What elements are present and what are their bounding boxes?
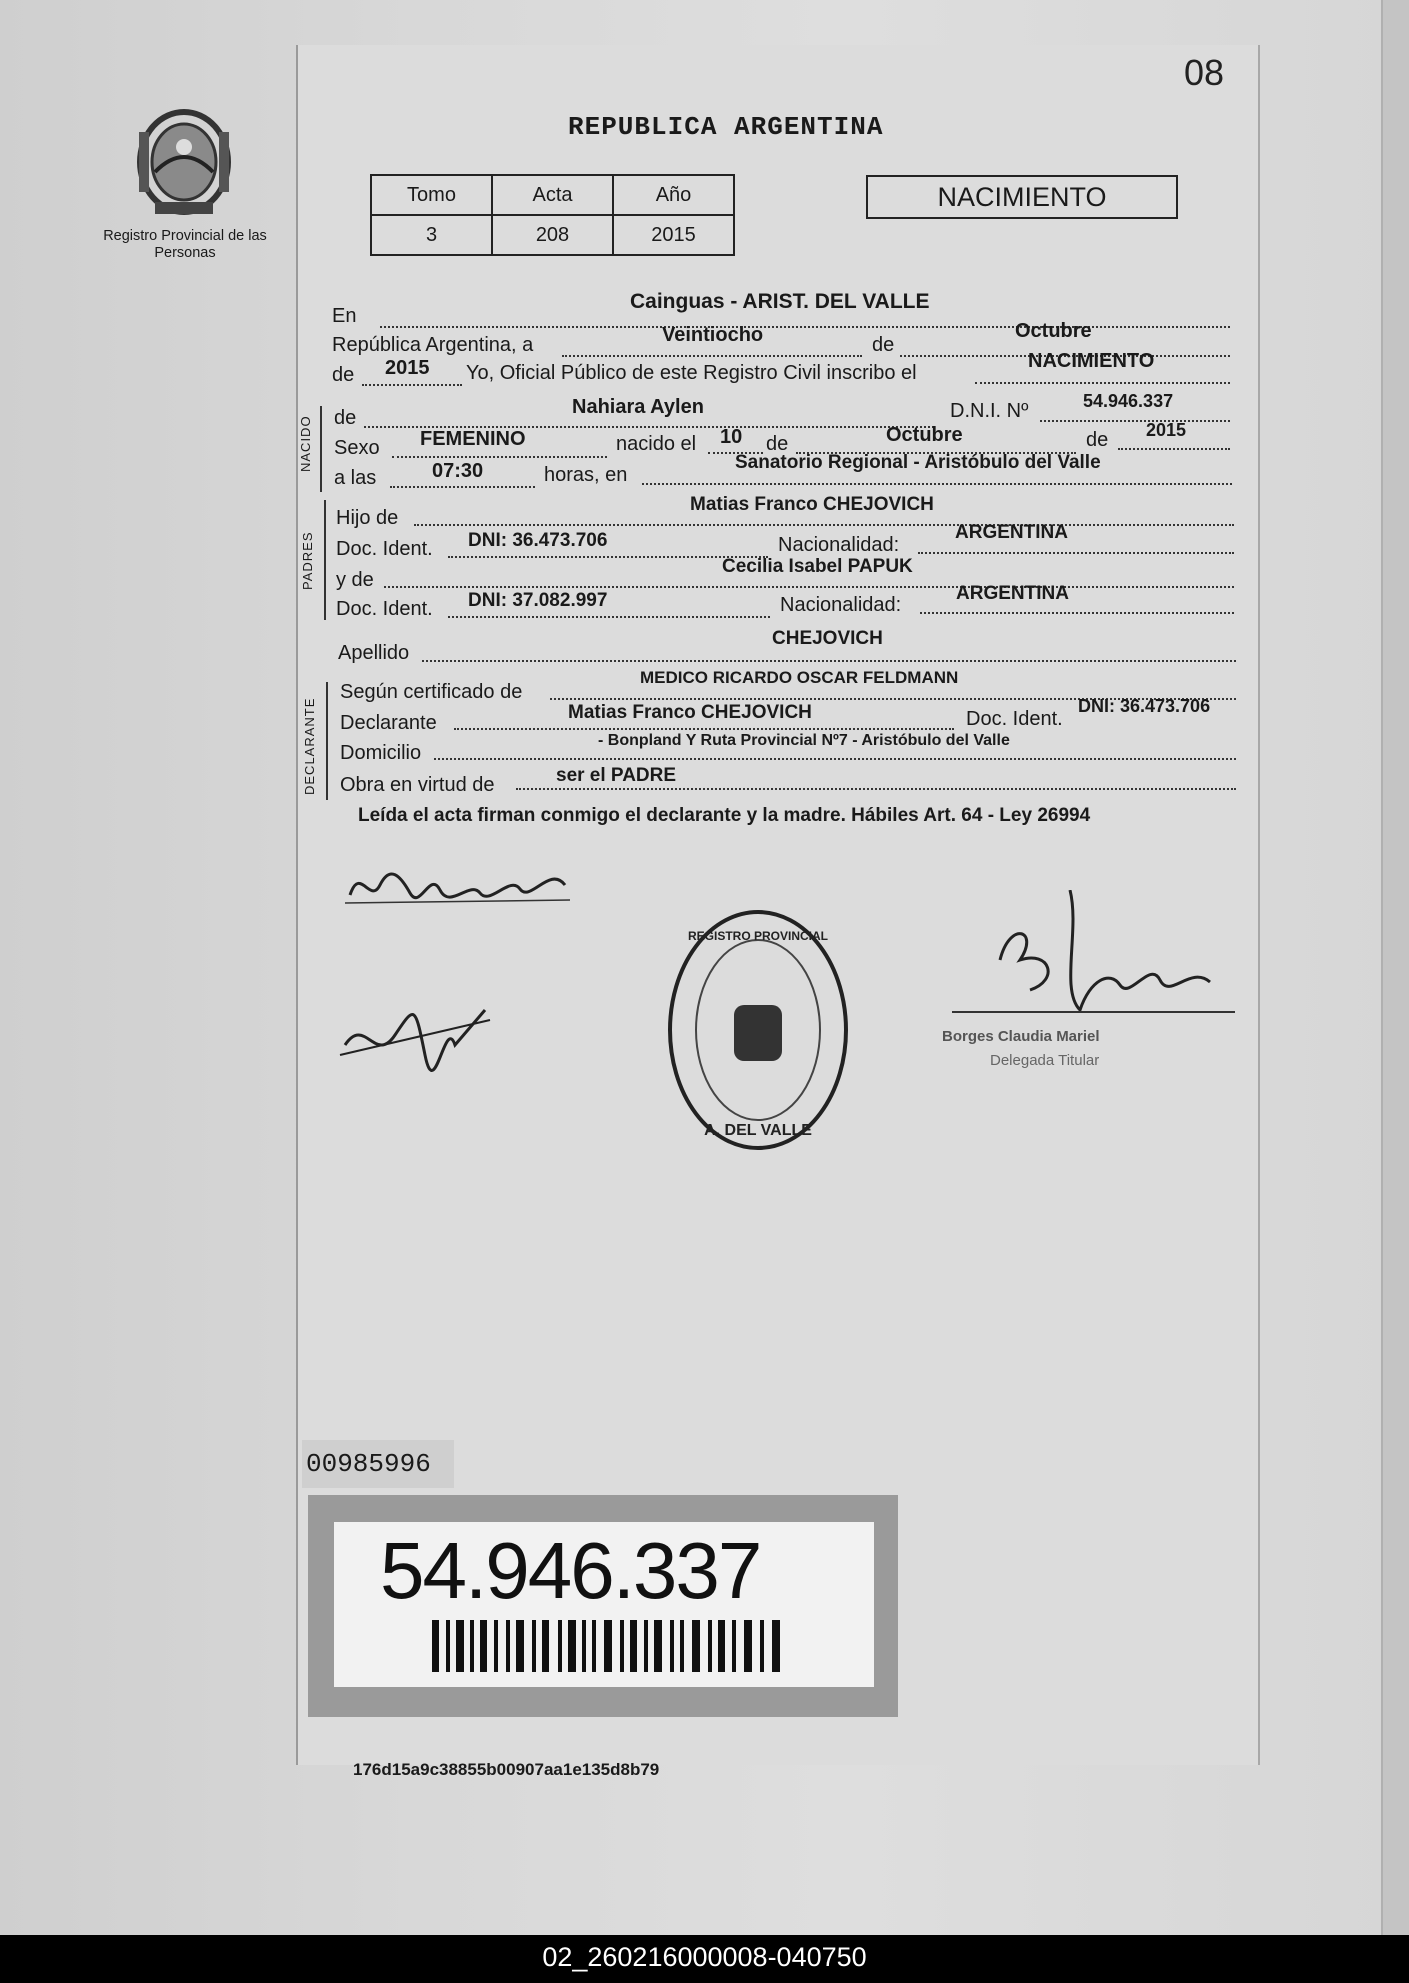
value-mes: Octubre [1015,320,1092,342]
svg-text:REGISTRO PROVINCIAL: REGISTRO PROVINCIAL [687,929,829,943]
label-de: de [872,334,895,356]
value-hora: 07:30 [432,460,484,482]
label-republica: República Argentina, a [332,334,534,356]
value-apellido: CHEJOVICH [772,628,883,649]
value-certificado: MEDICO RICARDO OSCAR FELDMANN [640,668,959,687]
svg-text:A. DEL VALLE: A. DEL VALLE [704,1122,812,1139]
value-anio: 2015 [385,357,430,379]
ref-header-anio: Año [613,175,734,215]
value-madre-nac: ARGENTINA [956,583,1069,604]
side-label-declarante: DECLARANTE [302,697,317,795]
label-doc-ident-declarante: Doc. Ident. [966,708,1063,730]
label-y-de: y de [336,569,374,591]
dotted-line [1040,420,1230,422]
value-madre-doc: DNI: 37.082.997 [468,590,608,611]
value-madre: Cecilia Isabel PAPUK [722,556,913,577]
record-type-box: NACIMIENTO [866,175,1178,219]
declarant-signature [340,855,580,915]
provincial-seal-icon [125,102,243,220]
value-domicilio: - Bonpland Y Ruta Provincial Nº7 - Aristóbulo del Valle [598,732,1010,749]
value-dni: 54.946.337 [1083,391,1174,411]
dotted-line [448,616,770,618]
label-doc-ident: Doc. Ident. [336,538,433,560]
label-obra: Obra en virtud de [340,774,495,796]
label-horas-en: horas, en [544,464,628,486]
document-hash: 176d15a9c38855b00907aa1e135d8b79 [353,1760,660,1779]
official-signature [950,890,1240,1030]
dotted-line [1118,448,1230,450]
official-stamp-icon [658,900,858,1160]
value-mes-nac: Octubre [886,424,963,446]
dotted-line [384,586,1234,588]
label-nacido-de: de [334,407,357,429]
label-hijo-de: Hijo de [336,507,399,529]
label-segun: Según certificado de [340,681,523,703]
official-name: Borges Claudia Mariel [942,1028,1100,1045]
dotted-line [975,382,1230,384]
value-nombre: Nahiara Aylen [572,396,704,418]
value-dia: Veintiocho [662,324,764,346]
dotted-line [918,552,1234,554]
value-acto: NACIMIENTO [1028,350,1155,372]
ref-value-acta: 208 [492,215,613,255]
dotted-line [434,758,1236,760]
page-number: 08 [1184,52,1225,93]
nacido-bracket [320,406,322,492]
declarante-bracket [326,682,328,800]
value-dia-nac: 10 [720,426,743,448]
label-yo: Yo, Oficial Público de este Registro Civil inscribo el [466,362,917,384]
ref-value-tomo: 3 [371,215,492,255]
label-en: En [332,305,357,327]
value-padre-doc: DNI: 36.473.706 [468,530,608,551]
label-de: de [766,433,789,455]
dni-label-number: 54.946.337 [380,1526,761,1615]
label-nacionalidad: Nacionalidad: [778,534,900,556]
label-declarante: Declarante [340,712,437,734]
dotted-line [390,486,535,488]
dotted-line [920,612,1234,614]
value-padre: Matias Franco CHEJOVICH [690,494,934,515]
value-declarante: Matias Franco CHEJOVICH [568,702,812,723]
value-lugar-nac: Sanatorio Regional - Aristóbulo del Valle [735,452,1101,473]
registry-label: Registro Provincial de las Personas [103,228,267,261]
value-padre-nac: ARGENTINA [955,522,1068,543]
value-lugar: Cainguas - ARIST. DEL VALLE [630,290,930,313]
label-de: de [332,364,355,386]
dotted-line [642,483,1232,485]
closing-statement: Leída el acta firman conmigo el declarante y la madre. Hábiles Art. 64 - Ley 26994 [358,805,1091,826]
dotted-line [414,524,1234,526]
padres-bracket [324,500,326,620]
label-apellido: Apellido [338,642,410,664]
dotted-line [362,384,462,386]
ref-header-tomo: Tomo [371,175,492,215]
dotted-line [380,326,1230,328]
label-dni: D.N.I. Nº [950,400,1029,422]
label-nacido-el: nacido el [616,433,697,455]
document-title: REPUBLICA ARGENTINA [568,112,884,142]
value-anio-nac: 2015 [1146,420,1187,440]
value-sexo: FEMENINO [420,428,526,450]
barcode-icon [432,1620,787,1672]
ref-header-acta: Acta [492,175,613,215]
side-label-nacido: NACIDO [298,415,313,472]
label-de: de [1086,429,1109,451]
label-doc-ident: Doc. Ident. [336,598,433,620]
mother-signature [335,995,495,1085]
dotted-line [392,456,607,458]
label-domicilio: Domicilio [340,742,422,764]
dotted-line [422,660,1236,662]
dotted-line [516,788,1236,790]
reference-table [370,174,735,256]
dotted-line [454,728,954,730]
dotted-line [448,556,768,558]
label-a-las: a las [334,467,377,489]
value-obra: ser el PADRE [556,765,677,786]
value-declarante-doc: DNI: 36.473.706 [1078,696,1211,716]
ref-value-anio: 2015 [613,215,734,255]
label-nacionalidad: Nacionalidad: [780,594,902,616]
page-edge [1381,0,1409,1935]
dotted-line [562,355,862,357]
label-sexo: Sexo [334,437,380,459]
footer-scan-id: 02_260216000008-040750 [542,1942,867,1972]
official-role: Delegada Titular [990,1052,1100,1069]
side-label-padres: PADRES [300,531,315,590]
registry-number: 00985996 [302,1440,454,1488]
